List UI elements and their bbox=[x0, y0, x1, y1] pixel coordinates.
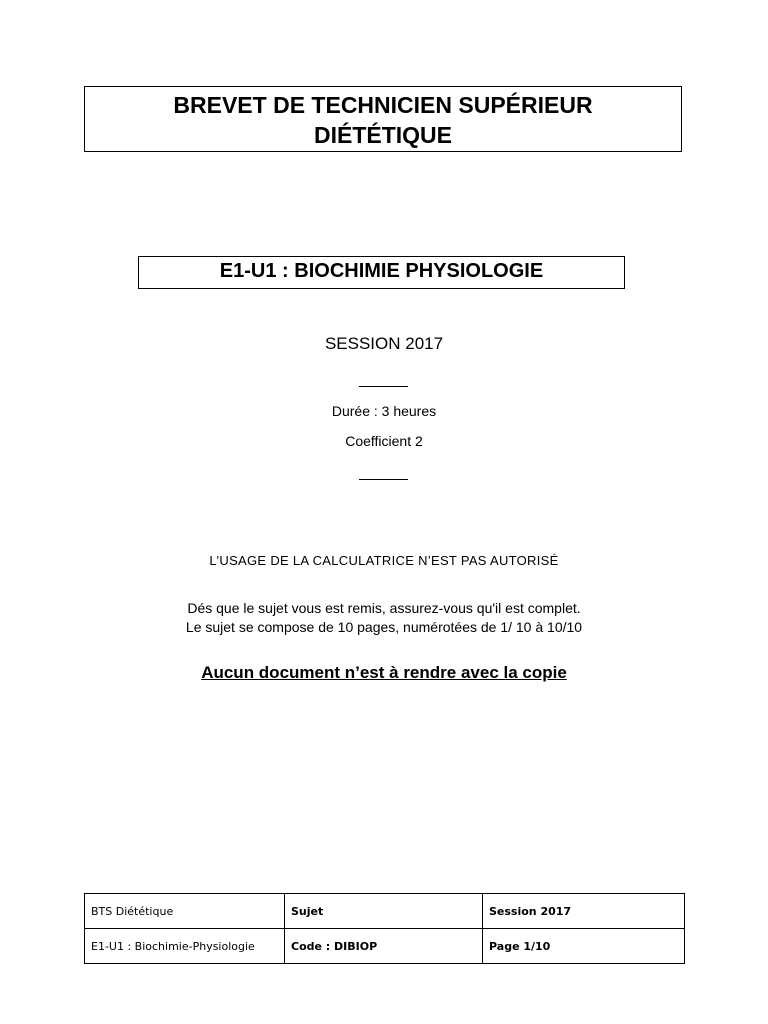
exam-title-box bbox=[84, 86, 682, 152]
no-document-notice: Aucun document n’est à rendre avec la copie bbox=[201, 663, 567, 682]
instruction-line-2: Le sujet se compose de 10 pages, numérotées de 1/ 10 à 10/10 bbox=[185, 619, 583, 635]
footer-cell-page: Page 1/10 bbox=[483, 929, 685, 964]
footer-table bbox=[84, 893, 685, 964]
footer-cell-session: Session 2017 bbox=[483, 894, 685, 929]
coefficient-label: Coefficient 2 bbox=[345, 433, 423, 449]
footer-cell-code: Code : DIBIOP bbox=[285, 929, 483, 964]
exam-title-line1: BREVET DE TECHNICIEN SUPÉRIEUR bbox=[173, 92, 593, 118]
instruction-line-1: Dés que le sujet vous est remis, assurez-vous qu'il est complet. bbox=[187, 600, 581, 616]
separator-top bbox=[359, 386, 408, 387]
footer-cell-type: Sujet bbox=[285, 894, 483, 929]
subject-title: E1-U1 : BIOCHIMIE PHYSIOLOGIE bbox=[219, 260, 544, 282]
session-label: SESSION 2017 bbox=[324, 334, 444, 353]
footer-row bbox=[85, 929, 685, 964]
separator-bottom bbox=[359, 479, 408, 480]
footer-cell-program: BTS Diététique bbox=[85, 894, 285, 929]
duration-label: Durée : 3 heures bbox=[331, 403, 437, 419]
footer-row bbox=[85, 894, 685, 929]
calculator-notice: L’USAGE DE LA CALCULATRICE N’EST PAS AUTORISÉ bbox=[209, 553, 559, 568]
footer-cell-unit: E1-U1 : Biochimie-Physiologie bbox=[85, 929, 285, 964]
exam-title-line2: DIÉTÉTIQUE bbox=[313, 122, 452, 148]
subject-title-box bbox=[138, 256, 625, 289]
